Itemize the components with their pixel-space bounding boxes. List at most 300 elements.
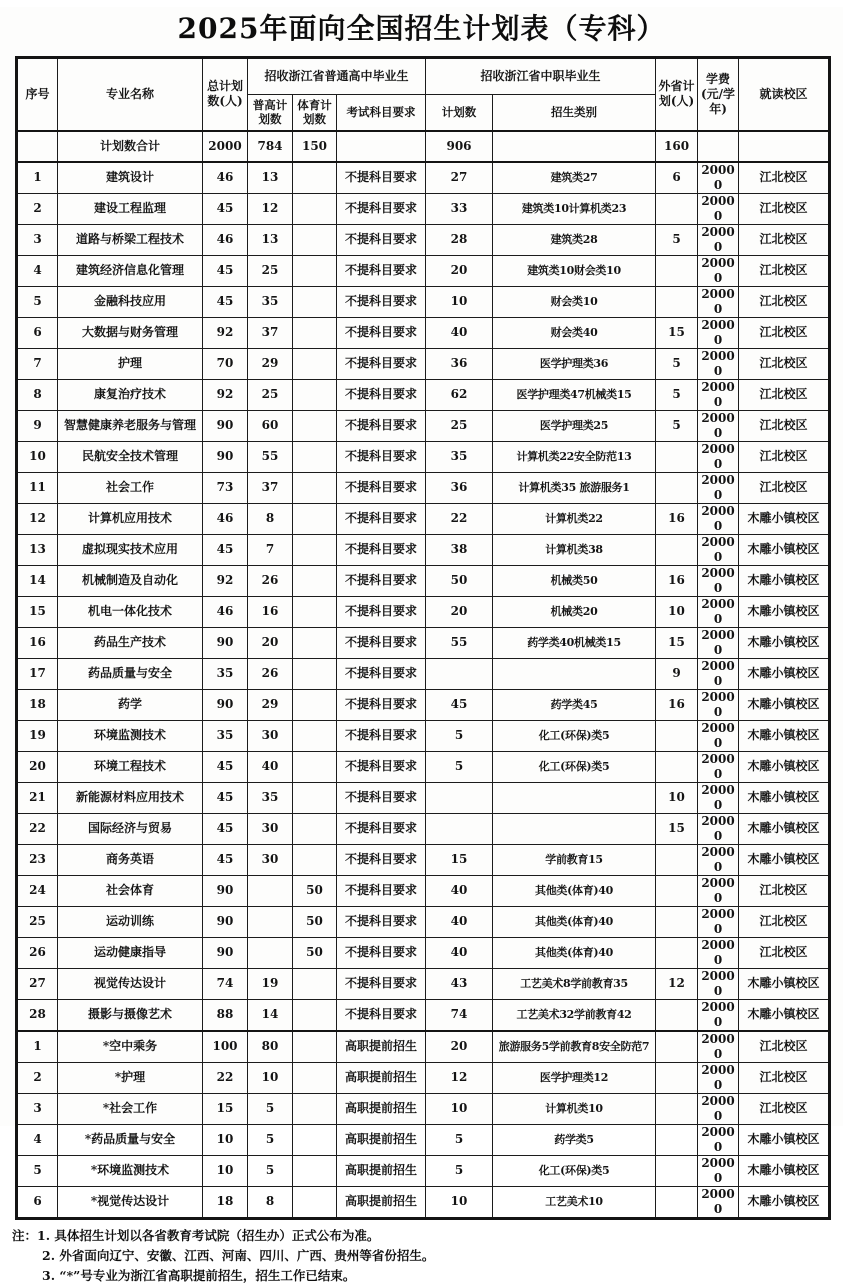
table-cell: 20000 <box>698 1186 739 1218</box>
table-cell: 5 <box>17 286 58 317</box>
table-cell: 40 <box>426 906 493 937</box>
table-row <box>17 286 830 317</box>
table-cell: 学前教育15 <box>493 844 656 875</box>
table-cell <box>293 255 337 286</box>
table-cell: 4 <box>17 1124 58 1155</box>
table-cell: 其他类(体育)40 <box>493 875 656 906</box>
table-cell <box>656 720 698 751</box>
table-cell: *空中乘务 <box>58 1031 203 1063</box>
table-cell: 35 <box>248 286 293 317</box>
table-cell <box>293 1093 337 1124</box>
table-cell: 运动健康指导 <box>58 937 203 968</box>
table-cell: 建筑类27 <box>493 162 656 194</box>
table-cell: 45 <box>203 782 248 813</box>
table-row <box>17 720 830 751</box>
table-cell: 22 <box>426 503 493 534</box>
table-cell: 20000 <box>698 937 739 968</box>
table-cell: 74 <box>426 999 493 1031</box>
summary-tuition <box>698 131 739 162</box>
table-cell: 12 <box>656 968 698 999</box>
table-cell: 15 <box>656 813 698 844</box>
table-cell: 20000 <box>698 410 739 441</box>
table-cell: 29 <box>248 689 293 720</box>
table-cell <box>293 193 337 224</box>
table-cell: 江北校区 <box>739 937 830 968</box>
table-cell: 1 <box>17 162 58 194</box>
table-cell: 80 <box>248 1031 293 1063</box>
table-cell: 14 <box>17 565 58 596</box>
table-cell: 92 <box>203 565 248 596</box>
table-cell: 20 <box>248 627 293 658</box>
table-cell: 20000 <box>698 565 739 596</box>
table-cell: 江北校区 <box>739 875 830 906</box>
table-cell: 19 <box>17 720 58 751</box>
table-cell: 建筑经济信息化管理 <box>58 255 203 286</box>
table-cell: 木雕小镇校区 <box>739 844 830 875</box>
summary-pugao: 784 <box>248 131 293 162</box>
table-cell <box>656 472 698 503</box>
table-cell: 100 <box>203 1031 248 1063</box>
table-cell: 机械类20 <box>493 596 656 627</box>
table-cell: 5 <box>426 751 493 782</box>
table-cell <box>248 906 293 937</box>
table-cell <box>656 1062 698 1093</box>
table-cell: 10 <box>203 1155 248 1186</box>
table-cell: 木雕小镇校区 <box>739 1186 830 1218</box>
table-cell <box>248 937 293 968</box>
table-cell: 10 <box>656 782 698 813</box>
header-cell-tuition: 学费(元/学年) <box>698 58 739 131</box>
summary-category <box>493 131 656 162</box>
table-cell: 62 <box>426 379 493 410</box>
table-cell: 不提科目要求 <box>337 162 426 194</box>
table-row <box>17 441 830 472</box>
table-cell: 计算机类35 旅游服务1 <box>493 472 656 503</box>
table-cell: 29 <box>248 348 293 379</box>
table-cell: 20000 <box>698 441 739 472</box>
summary-waisheng: 160 <box>656 131 698 162</box>
table-cell <box>293 968 337 999</box>
table-cell: 不提科目要求 <box>337 658 426 689</box>
table-cell: 木雕小镇校区 <box>739 627 830 658</box>
table-cell: 10 <box>203 1124 248 1155</box>
table-cell: 不提科目要求 <box>337 224 426 255</box>
table-cell: 20000 <box>698 813 739 844</box>
table-row <box>17 844 830 875</box>
table-cell: 不提科目要求 <box>337 317 426 348</box>
table-row <box>17 937 830 968</box>
table-cell: 20 <box>17 751 58 782</box>
summary-row <box>17 131 830 162</box>
table-cell: 18 <box>17 689 58 720</box>
table-cell: 财会类40 <box>493 317 656 348</box>
footnotes <box>12 1226 843 1286</box>
table-cell: 医学护理类47机械类15 <box>493 379 656 410</box>
header-group-row <box>17 58 830 95</box>
table-cell: 计算机类10 <box>493 1093 656 1124</box>
table-cell: 木雕小镇校区 <box>739 596 830 627</box>
table-row <box>17 534 830 565</box>
table-cell: 摄影与摄像艺术 <box>58 999 203 1031</box>
table-cell: 6 <box>656 162 698 194</box>
table-cell: 商务英语 <box>58 844 203 875</box>
table-cell: 木雕小镇校区 <box>739 751 830 782</box>
summary-total: 2000 <box>203 131 248 162</box>
table-cell <box>293 286 337 317</box>
table-cell: 20000 <box>698 999 739 1031</box>
table-cell: 20000 <box>698 658 739 689</box>
table-cell: 木雕小镇校区 <box>739 503 830 534</box>
table-cell: 23 <box>17 844 58 875</box>
table-cell: 26 <box>248 565 293 596</box>
table-cell <box>293 658 337 689</box>
table-cell: 计算机类22安全防范13 <box>493 441 656 472</box>
table-cell: 16 <box>248 596 293 627</box>
table-cell <box>293 503 337 534</box>
table-cell: 高职提前招生 <box>337 1031 426 1063</box>
table-cell: 60 <box>248 410 293 441</box>
table-cell: 江北校区 <box>739 1093 830 1124</box>
table-cell: 不提科目要求 <box>337 503 426 534</box>
summary-no <box>17 131 58 162</box>
table-cell: 27 <box>426 162 493 194</box>
table-cell: 5 <box>426 1124 493 1155</box>
table-cell: 不提科目要求 <box>337 968 426 999</box>
table-cell <box>293 627 337 658</box>
page-title: 2025年面向全国招生计划表（专科） <box>0 7 843 47</box>
table-cell: 88 <box>203 999 248 1031</box>
header-cell-plan: 计划数 <box>426 95 493 131</box>
table-cell: 机械制造及自动化 <box>58 565 203 596</box>
table-cell: 不提科目要求 <box>337 472 426 503</box>
table-cell: 计算机应用技术 <box>58 503 203 534</box>
table-cell: 36 <box>426 472 493 503</box>
table-cell: 45 <box>203 193 248 224</box>
table-cell: 20000 <box>698 224 739 255</box>
table-cell: 28 <box>17 999 58 1031</box>
table-cell: 10 <box>17 441 58 472</box>
table-cell <box>426 782 493 813</box>
table-cell <box>656 286 698 317</box>
table-cell: 不提科目要求 <box>337 286 426 317</box>
table-cell: 不提科目要求 <box>337 906 426 937</box>
table-cell: 不提科目要求 <box>337 844 426 875</box>
table-cell: 10 <box>656 596 698 627</box>
table-cell <box>293 1155 337 1186</box>
table-cell: 18 <box>203 1186 248 1218</box>
table-cell: 8 <box>248 503 293 534</box>
table-cell: 不提科目要求 <box>337 689 426 720</box>
table-cell: 20000 <box>698 875 739 906</box>
table-cell: 10 <box>426 1093 493 1124</box>
table-cell: 木雕小镇校区 <box>739 658 830 689</box>
table-cell: 视觉传达设计 <box>58 968 203 999</box>
table-cell <box>656 441 698 472</box>
table-cell: 11 <box>17 472 58 503</box>
table-cell: 建筑设计 <box>58 162 203 194</box>
table-cell: 28 <box>426 224 493 255</box>
table-cell: 高职提前招生 <box>337 1186 426 1218</box>
header-cell-pugao: 普高计划数 <box>248 95 293 131</box>
table-row <box>17 999 830 1031</box>
table-cell: 15 <box>203 1093 248 1124</box>
table-cell: 江北校区 <box>739 472 830 503</box>
table-row <box>17 906 830 937</box>
table-cell: 90 <box>203 875 248 906</box>
table-cell: 20000 <box>698 348 739 379</box>
table-row <box>17 317 830 348</box>
footnote-2: 2. 外省面向辽宁、安徽、江西、河南、四川、广西、贵州等省份招生。 <box>42 1246 843 1266</box>
table-cell: *药品质量与安全 <box>58 1124 203 1155</box>
table-cell: 社会体育 <box>58 875 203 906</box>
table-cell: 10 <box>426 1186 493 1218</box>
table-row <box>17 565 830 596</box>
table-row <box>17 751 830 782</box>
table-cell: 13 <box>17 534 58 565</box>
table-cell: 高职提前招生 <box>337 1062 426 1093</box>
table-cell: 道路与桥梁工程技术 <box>58 224 203 255</box>
table-cell: 14 <box>248 999 293 1031</box>
table-cell: 20000 <box>698 720 739 751</box>
table-cell: 5 <box>248 1093 293 1124</box>
table-cell <box>656 937 698 968</box>
table-cell: 6 <box>17 1186 58 1218</box>
table-cell: 20000 <box>698 751 739 782</box>
table-cell: 21 <box>17 782 58 813</box>
table-cell <box>293 596 337 627</box>
table-cell: 药学类40机械类15 <box>493 627 656 658</box>
table-cell: 药品质量与安全 <box>58 658 203 689</box>
table-cell: 20 <box>426 255 493 286</box>
table-cell: 新能源材料应用技术 <box>58 782 203 813</box>
table-cell: 45 <box>203 534 248 565</box>
table-row <box>17 379 830 410</box>
table-cell: 45 <box>203 844 248 875</box>
table-cell: 25 <box>17 906 58 937</box>
table-cell: 7 <box>17 348 58 379</box>
table-cell: 其他类(体育)40 <box>493 937 656 968</box>
table-cell: 73 <box>203 472 248 503</box>
table-cell: 20 <box>426 1031 493 1063</box>
table-cell: 5 <box>656 379 698 410</box>
summary-plan: 906 <box>426 131 493 162</box>
table-cell: 10 <box>248 1062 293 1093</box>
table-cell <box>656 1031 698 1063</box>
table-cell: 2 <box>17 1062 58 1093</box>
table-cell <box>293 472 337 503</box>
table-cell: 50 <box>293 875 337 906</box>
table-cell: 江北校区 <box>739 255 830 286</box>
table-cell <box>293 379 337 410</box>
table-cell: 30 <box>248 813 293 844</box>
table-row <box>17 162 830 194</box>
table-cell <box>293 1062 337 1093</box>
table-cell: 20000 <box>698 1155 739 1186</box>
table-cell <box>293 348 337 379</box>
table-cell: 不提科目要求 <box>337 813 426 844</box>
table-cell: 木雕小镇校区 <box>739 1155 830 1186</box>
table-cell: 木雕小镇校区 <box>739 968 830 999</box>
table-cell <box>493 813 656 844</box>
table-cell: 24 <box>17 875 58 906</box>
table-cell: 社会工作 <box>58 472 203 503</box>
table-cell <box>293 999 337 1031</box>
table-cell: 50 <box>426 565 493 596</box>
table-body <box>17 162 830 1219</box>
table-cell: 智慧健康养老服务与管理 <box>58 410 203 441</box>
table-cell: 木雕小镇校区 <box>739 534 830 565</box>
table-cell <box>293 162 337 194</box>
table-cell: 5 <box>656 224 698 255</box>
table-cell: 36 <box>426 348 493 379</box>
table-cell: 木雕小镇校区 <box>739 1124 830 1155</box>
table-cell: 33 <box>426 193 493 224</box>
table-cell: 木雕小镇校区 <box>739 689 830 720</box>
table-cell: 25 <box>248 255 293 286</box>
table-row <box>17 596 830 627</box>
table-row <box>17 1155 830 1186</box>
table-row <box>17 472 830 503</box>
table-cell: 江北校区 <box>739 162 830 194</box>
table-row <box>17 627 830 658</box>
header-cell-group-gaokao: 招收浙江省普通高中毕业生 <box>248 58 426 95</box>
table-cell: 35 <box>426 441 493 472</box>
header-cell-total: 总计划数(人) <box>203 58 248 131</box>
table-cell: 药学类45 <box>493 689 656 720</box>
table-row <box>17 658 830 689</box>
table-cell: 46 <box>203 162 248 194</box>
table-cell: 22 <box>17 813 58 844</box>
table-cell: 高职提前招生 <box>337 1124 426 1155</box>
table-cell <box>656 534 698 565</box>
table-row <box>17 1124 830 1155</box>
table-cell: 50 <box>293 906 337 937</box>
admission-plan-table <box>15 56 831 1220</box>
table-cell: 药品生产技术 <box>58 627 203 658</box>
table-cell: 药学类5 <box>493 1124 656 1155</box>
table-cell: 江北校区 <box>739 379 830 410</box>
table-cell: 木雕小镇校区 <box>739 999 830 1031</box>
table-cell: 3 <box>17 1093 58 1124</box>
table-cell <box>656 844 698 875</box>
table-cell: 2 <box>17 193 58 224</box>
table-cell: 90 <box>203 627 248 658</box>
table-row <box>17 1031 830 1063</box>
table-cell <box>293 1186 337 1218</box>
table-cell: *社会工作 <box>58 1093 203 1124</box>
table-cell <box>293 441 337 472</box>
table-cell: 不提科目要求 <box>337 720 426 751</box>
table-cell: 其他类(体育)40 <box>493 906 656 937</box>
table-cell <box>293 844 337 875</box>
table-cell: 20000 <box>698 627 739 658</box>
table-row <box>17 1093 830 1124</box>
table-cell: 江北校区 <box>739 410 830 441</box>
table-cell: 20000 <box>698 162 739 194</box>
table-cell: 45 <box>203 813 248 844</box>
table-cell: 12 <box>426 1062 493 1093</box>
table-cell: 17 <box>17 658 58 689</box>
table-cell: 70 <box>203 348 248 379</box>
footnote-1: 注：1. 具体招生计划以各省教育考试院（招生办）正式公布为准。 <box>12 1226 843 1246</box>
header-cell-exam: 考试科目要求 <box>337 95 426 131</box>
table-cell: 35 <box>248 782 293 813</box>
table-cell <box>293 565 337 596</box>
table-cell: 20000 <box>698 472 739 503</box>
table-cell: 9 <box>17 410 58 441</box>
table-header <box>17 58 830 131</box>
table-cell: 5 <box>426 720 493 751</box>
table-cell: 7 <box>248 534 293 565</box>
table-cell <box>493 782 656 813</box>
table-cell: 20000 <box>698 1124 739 1155</box>
table-cell: 化工(环保)类5 <box>493 720 656 751</box>
table-cell: 46 <box>203 503 248 534</box>
table-cell: 40 <box>248 751 293 782</box>
table-cell: 20000 <box>698 689 739 720</box>
table-cell: 5 <box>656 348 698 379</box>
table-row <box>17 968 830 999</box>
table-row <box>17 875 830 906</box>
header-cell-waisheng: 外省计划(人) <box>656 58 698 131</box>
table-cell: 8 <box>17 379 58 410</box>
table-cell: 16 <box>656 565 698 596</box>
table-cell <box>293 689 337 720</box>
table-cell: 20000 <box>698 379 739 410</box>
table-cell: 16 <box>656 503 698 534</box>
table-cell: 木雕小镇校区 <box>739 782 830 813</box>
table-cell <box>293 224 337 255</box>
table-cell: 90 <box>203 410 248 441</box>
table-cell: 30 <box>248 844 293 875</box>
table-cell: 20000 <box>698 782 739 813</box>
table-cell: 建设工程监理 <box>58 193 203 224</box>
table-cell: 木雕小镇校区 <box>739 720 830 751</box>
table-row <box>17 348 830 379</box>
table-cell <box>293 1031 337 1063</box>
table-cell: 37 <box>248 317 293 348</box>
table-cell: 20000 <box>698 844 739 875</box>
table-cell <box>293 782 337 813</box>
table-cell: 40 <box>426 875 493 906</box>
table-cell: 40 <box>426 317 493 348</box>
table-cell: 90 <box>203 441 248 472</box>
table-cell: 5 <box>248 1124 293 1155</box>
table-cell: 不提科目要求 <box>337 751 426 782</box>
table-cell <box>656 1124 698 1155</box>
table-cell <box>293 751 337 782</box>
table-cell: 37 <box>248 472 293 503</box>
table-cell: 43 <box>426 968 493 999</box>
table-cell: 药学 <box>58 689 203 720</box>
table-cell: *视觉传达设计 <box>58 1186 203 1218</box>
table-cell: 建筑类10财会类10 <box>493 255 656 286</box>
table-cell: 15 <box>426 844 493 875</box>
header-cell-campus: 就读校区 <box>739 58 830 131</box>
table-row <box>17 689 830 720</box>
table-cell: 工艺美术32学前教育42 <box>493 999 656 1031</box>
table-cell: 15 <box>656 627 698 658</box>
table-cell: 12 <box>248 193 293 224</box>
summary-exam <box>337 131 426 162</box>
table-cell: 不提科目要求 <box>337 782 426 813</box>
table-cell: 3 <box>17 224 58 255</box>
table-cell: 35 <box>203 658 248 689</box>
table-cell: 医学护理类12 <box>493 1062 656 1093</box>
table-cell: 4 <box>17 255 58 286</box>
summary-body <box>17 131 830 162</box>
document-page <box>0 7 843 1126</box>
